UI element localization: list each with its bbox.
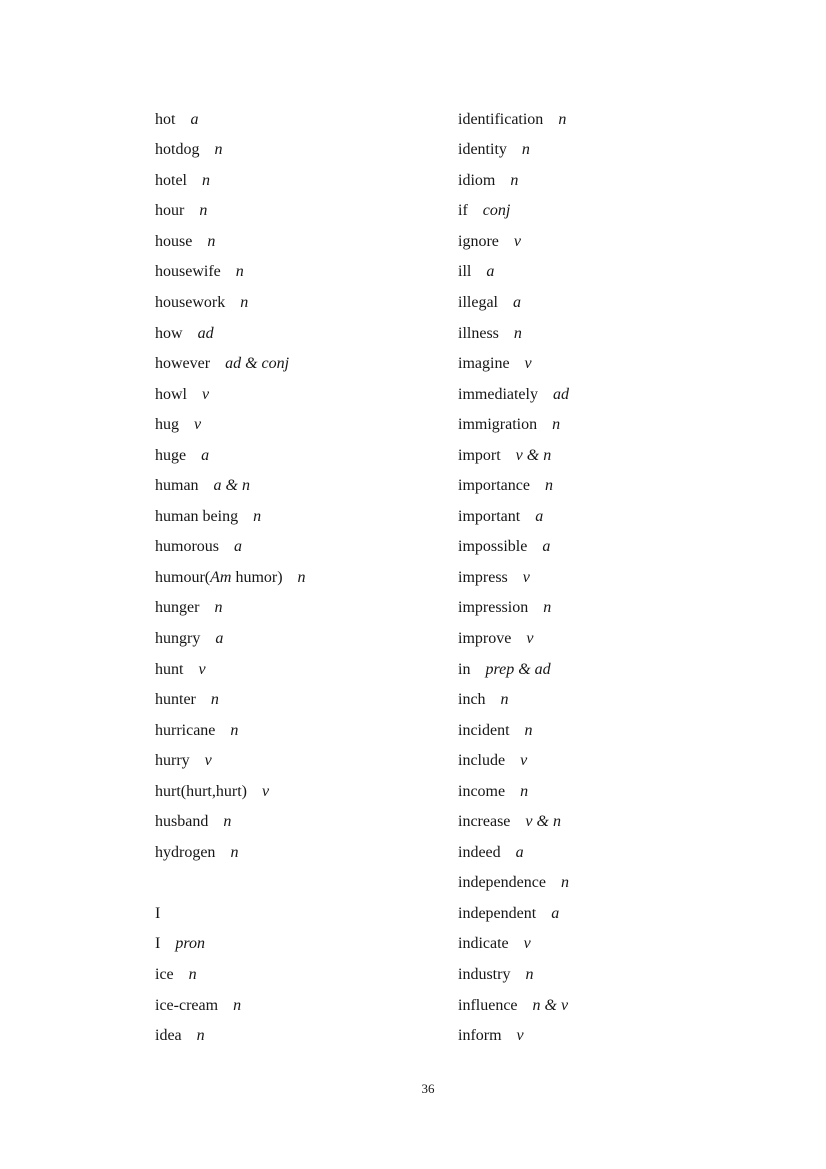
word-entry [155,502,450,533]
word-entry [458,838,753,869]
word-text: house [155,232,193,250]
word-entry [458,196,753,227]
part-of-speech: a [215,629,224,647]
word-entry [458,319,753,350]
word-entry [458,624,753,655]
part-of-speech: ad [552,385,569,403]
word-text: hour [155,202,185,220]
word-entry [155,441,450,472]
word-text: human [155,477,199,495]
word-text: ill [458,263,472,281]
part-of-speech: a [542,538,551,556]
page-number: 36 [421,1081,435,1096]
part-of-speech: pron [175,935,205,953]
word-entry [155,532,450,563]
part-of-speech: a [551,904,560,922]
word-entry [458,807,753,838]
word-entry [458,991,753,1022]
part-of-speech: v [513,232,521,250]
word-text: hunt [155,660,184,678]
word-text: humour(Am humor) [155,568,283,586]
word-text: hotel [155,171,187,189]
part-of-speech: n & v [532,996,569,1014]
word-text: ice [155,966,174,983]
part-of-speech: v [526,629,534,647]
word-entry [458,655,753,686]
word-list-column-right [458,105,753,1052]
word-text: indicate [458,935,509,953]
part-of-speech: prep & ad [485,660,551,678]
word-text: if [458,202,468,220]
part-of-speech: v [524,355,532,373]
part-of-speech: conj [482,202,511,220]
word-text: influence [458,996,518,1014]
word-entry [458,746,753,777]
word-entry [458,1021,753,1052]
part-of-speech: v [194,416,202,434]
part-of-speech: a [535,507,544,525]
word-text: however [155,355,211,373]
word-text: hurt(hurt,hurt) [155,782,247,800]
part-of-speech: n [230,843,239,861]
word-text: humorous [155,538,219,556]
word-entry [458,257,753,288]
word-entry [155,960,450,991]
word-entry [155,655,450,686]
word-text: identity [458,141,507,159]
word-text: include [458,752,506,770]
part-of-speech: n [525,966,534,983]
part-of-speech: n [543,599,552,617]
word-list-column-left [155,105,450,1052]
part-of-speech: n [188,966,197,983]
part-of-speech: v [198,660,206,678]
part-of-speech: n [233,996,242,1014]
word-text: identification [458,110,544,128]
part-of-speech: n [240,293,249,311]
word-text: indeed [458,843,501,861]
word-text: hug [155,416,179,434]
word-text: hurricane [155,721,216,739]
word-entry [458,135,753,166]
word-entry [458,929,753,960]
word-entry [458,380,753,411]
part-of-speech: v [261,782,270,800]
word-entry [458,349,753,380]
part-of-speech: v [202,385,210,403]
section-letter [155,899,450,930]
word-entry [458,593,753,624]
word-entry [155,1021,450,1052]
part-of-speech: v [204,752,212,770]
word-entry [458,563,753,594]
word-entry [155,991,450,1022]
word-entry [155,288,450,319]
word-text: industry [458,966,511,983]
part-of-speech: n [560,874,569,892]
part-of-speech: ad [197,324,214,342]
part-of-speech: a [190,110,199,128]
word-text: ignore [458,232,499,250]
word-text: I [155,935,161,953]
word-entry [155,624,450,655]
word-entry [155,471,450,502]
word-text: import [458,446,501,464]
part-of-speech: n [235,263,244,281]
part-of-speech: n [196,1027,205,1045]
word-text: hunger [155,599,200,617]
word-entry [458,899,753,930]
part-of-speech: v [520,752,528,770]
part-of-speech: ad & conj [225,355,290,373]
word-text: independent [458,904,537,922]
word-entry [155,777,450,808]
word-text: housewife [155,263,221,281]
part-of-speech: a [201,446,210,464]
word-text: impossible [458,538,528,556]
word-entry [155,838,450,869]
word-text: illness [458,324,499,342]
word-entry [155,807,450,838]
part-of-speech: n [199,202,208,220]
word-entry [155,593,450,624]
word-text: impression [458,599,529,617]
word-entry [155,227,450,258]
word-entry [155,319,450,350]
word-entry [458,410,753,441]
word-text: hurry [155,752,190,770]
part-of-speech: n [297,568,306,586]
word-entry [155,166,450,197]
word-text: inch [458,691,486,709]
word-text: hotdog [155,141,200,159]
part-of-speech: v [516,1027,524,1045]
word-text: importance [458,477,530,495]
word-entry [155,716,450,747]
word-text: illegal [458,293,498,311]
part-of-speech: n [513,324,522,342]
part-of-speech: n [210,691,219,709]
word-text: immediately [458,385,538,403]
word-text: incident [458,721,510,739]
word-entry [458,777,753,808]
word-text: income [458,782,506,800]
word-text: I [155,904,161,922]
word-entry [458,227,753,258]
word-entry [458,166,753,197]
part-of-speech: n [520,782,529,800]
word-entry [155,196,450,227]
part-of-speech: n [223,813,232,831]
part-of-speech: v [522,568,530,586]
word-text: ice-cream [155,996,219,1014]
part-of-speech: n [521,141,530,159]
part-of-speech: n [230,721,239,739]
part-of-speech: n [524,721,533,739]
part-of-speech: n [214,141,223,159]
word-text: immigration [458,416,538,434]
word-text: hot [155,110,176,128]
word-text: increase [458,813,511,831]
part-of-speech: a [512,293,521,311]
word-entry [458,288,753,319]
word-text: how [155,324,183,342]
part-of-speech: n [253,507,262,525]
word-entry [155,257,450,288]
word-text: housework [155,293,226,311]
part-of-speech: n [552,416,561,434]
word-entry [155,685,450,716]
part-of-speech: a [486,263,495,281]
word-entry [458,685,753,716]
word-text: improve [458,629,512,647]
word-entry [155,349,450,380]
word-entry [458,960,753,991]
word-entry [155,746,450,777]
word-entry [458,441,753,472]
part-of-speech: n [558,110,567,128]
word-entry [155,410,450,441]
word-text: idea [155,1027,182,1045]
word-entry [458,471,753,502]
word-entry [155,105,450,136]
word-entry [155,563,450,594]
word-entry [155,380,450,411]
word-text: hydrogen [155,843,216,861]
word-text: idiom [458,171,496,189]
word-text: important [458,507,521,525]
part-of-speech: n [500,691,509,709]
part-of-speech: v & n [515,446,552,464]
word-text: human being [155,507,239,525]
word-text: howl [155,385,187,403]
word-entry [458,868,753,899]
word-entry [458,716,753,747]
part-of-speech: a [234,538,242,556]
word-entry [155,135,450,166]
word-entry [458,105,753,136]
word-text: imagine [458,355,510,373]
part-of-speech: v [523,935,531,953]
word-entry [458,532,753,563]
part-of-speech: a & n [213,477,250,495]
word-entry [458,502,753,533]
word-text: inform [458,1027,502,1045]
word-text: impress [458,568,508,586]
part-of-speech: a [515,843,524,861]
part-of-speech: n [510,171,519,189]
word-text: husband [155,813,209,831]
word-text: independence [458,874,546,892]
part-of-speech: n [202,171,210,189]
word-text: in [458,660,471,678]
part-of-speech: n [214,599,223,617]
word-text: huge [155,446,187,464]
blank-line [155,868,450,899]
word-text: hunter [155,691,196,709]
word-text: hungry [155,629,201,647]
word-entry [155,929,450,960]
part-of-speech: v & n [525,813,561,831]
part-of-speech: n [207,232,216,250]
part-of-speech: n [544,477,553,495]
